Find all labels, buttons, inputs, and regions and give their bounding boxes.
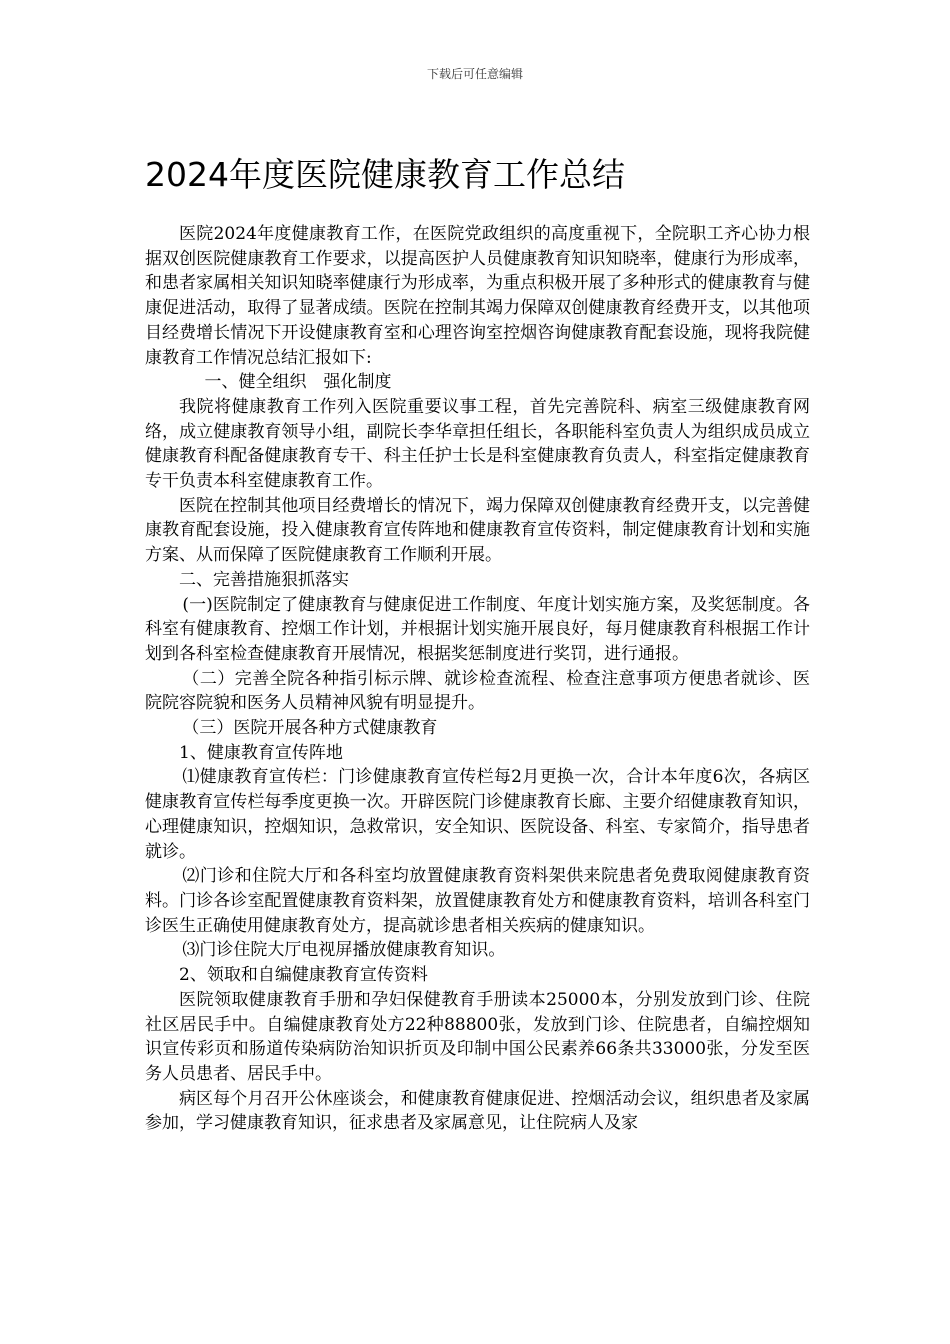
paragraph: 医院领取健康教育手册和孕妇保健教育手册读本25000本，分别发放到门诊、住院社区居民手中。自编健康教育处方22种88800张，发放到门诊、住院患者，自编控烟知识宣传彩页和肠道传染病防治知识折页及印制中国公民素养66条共33000张，分发至医务人员患者、居民手中。 [145, 989, 810, 1084]
paragraph-intro: 医院2024年度健康教育工作，在医院党政组织的高度重视下，全院职工齐心协力根据双创医院健康教育工作要求，以提高医护人员健康教育知识知晓率，健康行为形成率，和患者家属相关知识知晓率健康行为形成率，为重点积极开展了多种形式的健康教育与健康促进活动，取得了显著成绩。医院在控制其竭力保障双创健康教育经费开支，以其他项目经费增长情况下开设健康教育室和心理咨询室控烟咨询健康教育配套设施，现将我院健康教育工作情况总结汇报如下: [145, 224, 810, 368]
paragraph: ⑵门诊和住院大厅和各科室均放置健康教育资料架供来院患者免费取阅健康教育资料。门诊各诊室配置健康教育资料架，放置健康教育处方和健康教育资料，培训各科室门诊医生正确使用健康教育处方，提高就诊患者相关疾病的健康知识。 [145, 866, 810, 936]
subheading: 2、领取和自编健康教育宣传资料 [179, 965, 428, 986]
paragraph: 我院将健康教育工作列入医院重要议事工程，首先完善院科、病室三级健康教育网络，成立健康教育领导小组，副院长李华章担任组长，各职能科室负责人为组织成员成立健康教育科配备健康教育专干、科主任护士长是科室健康教育负责人，科室指定健康教育专干负责本科室健康教育工作。 [145, 396, 810, 492]
subheading: 1、健康教育宣传阵地 [179, 742, 343, 763]
paragraph: （二）完善全院各种指引标示牌、就诊检查流程、检查注意事项方便患者就诊、医院院容院貌和医务人员精神风貌有明显提升。 [145, 668, 810, 714]
section-heading-2: 二、完善措施狠抓落实 [179, 569, 349, 590]
paragraph: 医院在控制其他项目经费增长的情况下，竭力保障双创健康教育经费开支，以完善健康教育配套设施，投入健康教育宣传阵地和健康教育宣传资料，制定健康教育计划和实施方案、从而保障了医院健康教育工作顺利开展。 [145, 495, 810, 566]
header-note: 下载后可任意编辑 [426, 67, 523, 81]
paragraph: 病区每个月召开公休座谈会，和健康教育健康促进、控烟活动会议，组织患者及家属参加，学习健康教育知识，征求患者及家属意见，让住院病人及家 [145, 1088, 810, 1134]
page-title: 2024年度医院健康教育工作总结 [145, 155, 625, 194]
paragraph: (一)医院制定了健康教育与健康促进工作制度、年度计划实施方案，及奖惩制度。各科室有健康教育、控烟工作计划，并根据计划实施开展良好，每月健康教育科根据工作计划到各科室检查健康教育开展情况，根据奖惩制度进行奖罚，进行通报。 [145, 594, 810, 664]
document-body [145, 222, 810, 1136]
paragraph: ⑴健康教育宣传栏：门诊健康教育宣传栏每2月更换一次，合计本年度6次，各病区健康教育宣传栏每季度更换一次。开辟医院门诊健康教育长廊、主要介绍健康教育知识，心理健康知识，控烟知识，急救常识，安全知识、医院设备、科室、专家简介，指导患者就诊。 [145, 767, 810, 862]
subheading: （三）医院开展各种方式健康教育 [182, 718, 438, 739]
paragraph: ⑶门诊住院大厅电视屏播放健康教育知识。 [182, 940, 506, 961]
section-heading-1: 一、健全组织 强化制度 [204, 372, 392, 393]
